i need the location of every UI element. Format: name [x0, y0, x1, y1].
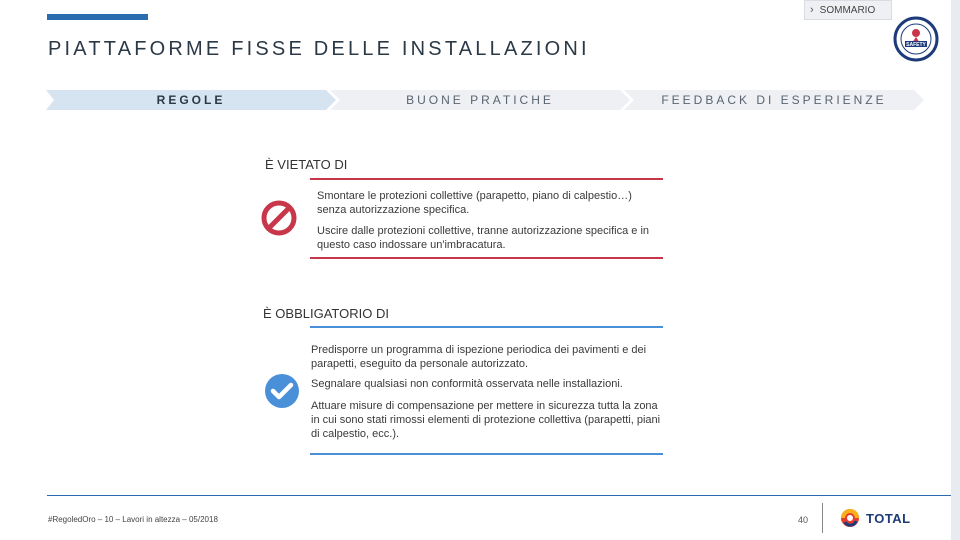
footer-caption: #RegoledOro – 10 – Lavori in altezza – 05/2018 — [48, 515, 218, 524]
mandatory-bottom-rule — [310, 453, 663, 455]
forbidden-bottom-rule — [310, 257, 663, 259]
forbidden-top-rule — [310, 178, 663, 180]
mandatory-item: Segnalare qualsiasi non conformità osservata nelle installazioni. — [311, 378, 623, 390]
footer-divider — [822, 503, 823, 533]
sommario-label: SOMMARIO — [819, 4, 876, 16]
mandatory-heading: È OBBLIGATORIO DI — [263, 306, 389, 321]
mandatory-top-rule — [310, 326, 663, 328]
total-wordmark: TOTAL — [866, 510, 911, 526]
total-logo — [840, 508, 911, 528]
forbidden-item: Smontare le protezioni collettive (parapetto, piano di calpestio…) senza autorizzazione specifica. — [317, 190, 632, 216]
forbidden-item: Uscire dalle protezioni collettive, tranne autorizzazione specifica e in questo caso indossare un'imbracatura. — [317, 225, 650, 251]
forbidden-icon — [261, 200, 297, 236]
safety-badge-logo — [893, 16, 939, 62]
page-number: 40 — [797, 515, 808, 525]
total-swirl-icon — [840, 508, 862, 528]
sommario-link[interactable] — [804, 0, 892, 20]
page-title: PIATTAFORME FISSE DELLE INSTALLAZIONI — [48, 38, 590, 60]
tab-label-feedback: FEEDBACK DI ESPERIENZE — [661, 93, 887, 107]
mandatory-item: Attuare misure di compensazione per mettere in sicurezza tutta la zona in cui sono stati rimossi elementi di protezione collettiva (parapetti, piani di calpestio, ecc.). — [311, 400, 661, 440]
header-accent-bar — [47, 14, 148, 20]
tab-buone-pratiche[interactable] — [330, 90, 630, 110]
section-tabs — [46, 90, 926, 110]
right-edge-rule — [951, 0, 960, 540]
tab-label-buone-pratiche: BUONE PRATICHE — [406, 93, 554, 107]
tab-label-regole: REGOLE — [156, 93, 226, 107]
chevron-right-icon: › — [810, 4, 814, 16]
check-icon — [264, 373, 300, 409]
mandatory-item: Predisporre un programma di ispezione periodica dei pavimenti e dei parapetti, eseguito da personale autorizzato. — [311, 344, 647, 370]
badge-text: SAFETY — [906, 42, 926, 48]
tab-feedback-esperienze[interactable] — [624, 90, 924, 110]
footer-rule — [47, 495, 951, 496]
forbidden-heading: È VIETATO DI — [265, 157, 348, 172]
tab-regole[interactable] — [46, 90, 336, 110]
